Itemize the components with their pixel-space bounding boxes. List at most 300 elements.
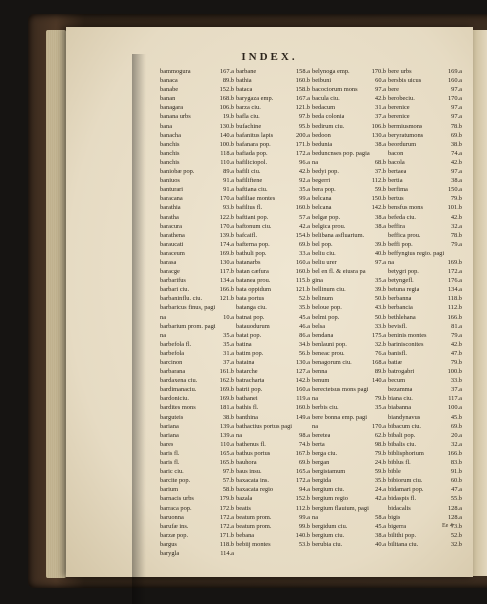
index-entry: [236, 385, 310, 394]
entry-term: belsa: [312, 322, 326, 330]
index-entry: [160, 431, 234, 440]
entry-term: na: [312, 422, 319, 430]
entry-term: beatum prom.: [236, 513, 272, 521]
entry-term: baracura: [160, 222, 182, 230]
index-entry: [388, 458, 462, 467]
index-entry: [236, 140, 310, 149]
index-entry: [312, 294, 386, 303]
entry-term: baniuos: [160, 177, 180, 185]
index-entry: [388, 258, 462, 267]
index-entry: [160, 403, 234, 412]
index-entry: [388, 485, 462, 494]
index-entry: [236, 440, 310, 449]
index-entry: [236, 85, 310, 94]
index-entry: [160, 167, 234, 176]
index-entry: [236, 294, 310, 303]
entry-term: betyngefl.: [388, 277, 414, 285]
index-entry: [388, 131, 462, 140]
entry-reference: 165.a: [219, 449, 234, 457]
index-entry: [236, 203, 310, 212]
index-entry: [388, 385, 462, 394]
index-entry: [236, 540, 310, 549]
index-entry: [388, 267, 462, 276]
index-entry: [388, 285, 462, 294]
index-entry: [160, 540, 234, 549]
index-entry: [236, 349, 310, 358]
entry-reference: 45.a: [299, 313, 310, 321]
entry-term: bata oppidum: [236, 286, 271, 294]
entry-reference: 121.b: [219, 295, 234, 303]
entry-reference: 121.b: [295, 286, 310, 294]
entry-term: bel en fl. & eiusra pa: [312, 268, 366, 276]
entry-reference: [384, 267, 386, 276]
entry-reference: 91.b: [450, 468, 462, 476]
entry-reference: 121.b: [295, 104, 310, 112]
entry-term: barraca pop.: [160, 504, 192, 512]
entry-reference: 38.b: [222, 413, 234, 421]
index-entry: [388, 176, 462, 185]
entry-term: bergan: [312, 459, 330, 467]
entry-reference: 53.b: [298, 540, 310, 548]
index-entry: [160, 249, 234, 258]
entry-term: bardites mons: [160, 404, 196, 412]
index-entry: [388, 222, 462, 231]
index-entry: [388, 513, 462, 522]
index-entry: [388, 358, 462, 367]
entry-reference: 89.b: [374, 368, 386, 376]
index-entry: [160, 158, 234, 167]
entry-term: bacula ciu.: [312, 95, 340, 103]
entry-term: bebana: [236, 531, 255, 539]
entry-reference: 45.b: [450, 413, 462, 421]
entry-reference: 57.a: [299, 213, 310, 221]
index-entry: [388, 349, 462, 358]
index-entry: [312, 513, 386, 522]
entry-term: na: [160, 331, 167, 339]
entry-reference: 50.b: [374, 295, 386, 303]
index-entry: [236, 267, 310, 276]
entry-reference: 150.a: [447, 186, 462, 194]
index-entry: [236, 494, 310, 503]
entry-reference: 79.a: [451, 240, 462, 248]
entry-reference: 106.b: [219, 104, 234, 112]
entry-term: bergium flauium, pagi: [312, 504, 369, 512]
entry-reference: 97.a: [451, 86, 462, 94]
entry-reference: 31.a: [223, 349, 234, 357]
entry-reference: 167.a: [219, 68, 234, 75]
entry-term: beliu ciu.: [312, 249, 336, 257]
entry-reference: 40.b: [374, 249, 386, 257]
index-entry: [388, 449, 462, 458]
entry-term: barguteis: [160, 413, 184, 421]
entry-term: bafiada pop.: [236, 149, 268, 157]
entry-reference: 172.a: [295, 477, 310, 485]
entry-term: bible: [388, 468, 401, 476]
entry-term: berfima: [388, 186, 408, 194]
entry-reference: 34.b: [298, 340, 310, 348]
index-entry: [160, 213, 234, 222]
entry-term: baruonna: [160, 513, 184, 521]
index-entry: [312, 449, 386, 458]
entry-term: bere urbs: [388, 68, 412, 75]
entry-reference: 139.b: [219, 231, 234, 239]
entry-term: barathena: [160, 231, 185, 239]
entry-term: batnai pop.: [236, 313, 265, 321]
entry-term: beordurum: [388, 140, 417, 148]
entry-term: bigis: [388, 513, 401, 521]
index-entry: [160, 331, 234, 340]
entry-term: batiæ: [388, 359, 402, 366]
entry-reference: 37.a: [223, 359, 234, 366]
index-entry: [160, 422, 234, 431]
index-entry: [160, 194, 234, 203]
entry-reference: 89.a: [223, 168, 234, 176]
index-entry: [312, 340, 386, 349]
index-entry: [160, 504, 234, 513]
entry-term: bergium ciu.: [312, 486, 345, 494]
entry-reference: 170.a: [371, 422, 386, 430]
entry-term: banacha: [160, 131, 181, 139]
entry-term: beibuni: [312, 77, 332, 85]
index-entry: [312, 285, 386, 294]
entry-term: berectetsus mons pagi: [312, 386, 369, 394]
entry-reference: 42.a: [375, 495, 386, 503]
entry-term: bafterna pop.: [236, 240, 270, 248]
index-entry: [312, 494, 386, 503]
index-entry: [236, 449, 310, 458]
entry-reference: 101.b: [447, 204, 462, 212]
entry-term: bel pop.: [312, 240, 333, 248]
index-entry: [312, 240, 386, 249]
entry-reference: 176.a: [447, 277, 462, 285]
index-entry: [160, 449, 234, 458]
index-entry: [388, 376, 462, 385]
index-entry: [236, 394, 310, 403]
entry-term: beffica prou.: [388, 231, 421, 239]
entry-term: bares: [160, 440, 174, 448]
entry-term: barinisconites: [388, 340, 424, 348]
index-entry: [312, 467, 386, 476]
entry-reference: 171.b: [219, 531, 234, 539]
entry-term: na: [388, 258, 395, 266]
entry-reference: 118.b: [219, 540, 234, 548]
entry-term: biandynavus: [388, 413, 421, 421]
entry-reference: 168.a: [371, 359, 386, 366]
entry-reference: [384, 231, 386, 240]
entry-term: barcinon: [160, 359, 183, 366]
entry-term: bergistamum: [312, 468, 346, 476]
index-entry: [236, 122, 310, 131]
index-entry: [388, 540, 462, 549]
index-entry: [312, 358, 386, 367]
entry-reference: 99.b: [298, 522, 310, 530]
index-entry: [160, 67, 234, 76]
index-entry: [236, 167, 310, 176]
index-entry: [160, 222, 234, 231]
index-entry: [388, 94, 462, 103]
entry-term: banchis: [160, 140, 180, 148]
entry-reference: 79.b: [374, 449, 386, 457]
entry-reference: 60.b: [450, 477, 462, 485]
entry-term: bariana: [160, 431, 179, 439]
index-entry: [312, 185, 386, 194]
entry-reference: 166.b: [219, 286, 234, 294]
entry-reference: 160.a: [295, 386, 310, 394]
entry-term: barza ciu.: [236, 104, 261, 112]
entry-reference: 68.b: [374, 158, 386, 166]
index-entry: [236, 322, 310, 331]
entry-term: beffyngius regio. pagi: [388, 249, 445, 257]
entry-term: bendana: [312, 331, 334, 339]
index-entry: [312, 176, 386, 185]
entry-term: bafilius fl.: [236, 204, 263, 212]
entry-term: batracharta: [236, 377, 265, 385]
entry-reference: 142.b: [371, 204, 386, 212]
index-entry: [160, 340, 234, 349]
entry-reference: 24.a: [375, 486, 386, 494]
index-entry: [388, 531, 462, 540]
entry-reference: 69.b: [450, 422, 462, 430]
index-entry: [236, 522, 310, 531]
index-entry: [312, 394, 386, 403]
index-entry: [312, 158, 386, 167]
entry-reference: 69.b: [298, 240, 310, 248]
entry-reference: 58.a: [375, 513, 386, 521]
entry-reference: 110.a: [220, 440, 234, 448]
index-entry: [236, 240, 310, 249]
index-entry: [160, 176, 234, 185]
entry-reference: 39.b: [374, 240, 386, 248]
index-entry: [236, 358, 310, 367]
entry-term: banana urbs: [160, 113, 191, 121]
entry-reference: 89.b: [222, 77, 234, 85]
entry-reference: 79.b: [450, 359, 462, 366]
entry-term: barium: [160, 486, 179, 494]
entry-term: bardaxena ciu.: [160, 377, 198, 385]
entry-term: banchis: [160, 149, 180, 157]
entry-reference: 97.b: [298, 113, 310, 121]
entry-term: barbaninflu. ciu.: [160, 295, 203, 303]
index-entry: [312, 194, 386, 203]
index-entry: [160, 476, 234, 485]
entry-reference: 35.a: [299, 186, 310, 194]
entry-term: betygri pop.: [388, 268, 419, 276]
entry-term: benagorum ciu.: [312, 359, 352, 366]
entry-term: na: [236, 431, 243, 439]
index-entry: [160, 285, 234, 294]
entry-reference: 56.b: [298, 349, 310, 357]
entry-reference: 130.a: [371, 131, 386, 139]
entry-term: barnacis urbs: [160, 495, 194, 503]
entry-term: bergium ciu.: [312, 531, 345, 539]
entry-reference: 139.a: [219, 422, 234, 430]
entry-reference: 74.a: [451, 149, 462, 157]
index-entry: [236, 258, 310, 267]
entry-term: bammogura: [160, 68, 191, 75]
entry-term: bigerra: [388, 522, 407, 530]
entry-term: benlauni pop.: [312, 340, 347, 348]
index-entry: [312, 94, 386, 103]
index-entry: [160, 467, 234, 476]
index-entry: [236, 213, 310, 222]
entry-term: banabe: [160, 86, 179, 94]
entry-term: berbis ciu.: [312, 404, 339, 412]
index-entry: [312, 258, 386, 267]
entry-term: barygla: [160, 549, 180, 557]
entry-term: benna: [312, 368, 328, 376]
entry-reference: 160.b: [295, 404, 310, 412]
signature-mark: Ee 4: [442, 523, 453, 529]
index-entry: [160, 294, 234, 303]
entry-term: bafiliciopol.: [236, 158, 268, 166]
entry-reference: 42.b: [450, 340, 462, 348]
entry-reference: 59.b: [374, 186, 386, 194]
entry-reference: 96.a: [299, 158, 310, 166]
index-entry: [388, 331, 462, 340]
index-entry: [312, 440, 386, 449]
entry-term: bersbis uicus: [388, 77, 422, 85]
entry-term: beryratumons: [388, 131, 424, 139]
entry-term: beduncnses pop. pagia: [312, 149, 370, 157]
index-entry: [388, 76, 462, 85]
entry-term: barbefola fl.: [160, 340, 192, 348]
entry-term: batan cæfura: [236, 268, 269, 276]
entry-reference: 169.b: [219, 386, 234, 394]
index-entry: [388, 367, 462, 376]
entry-term: bardimanaciu.: [160, 386, 197, 394]
entry-reference: [460, 249, 462, 258]
index-entry: [312, 76, 386, 85]
index-entry: [160, 485, 234, 494]
entry-term: biblus fl.: [388, 459, 411, 467]
entry-reference: 42.b: [374, 95, 386, 103]
index-entry: [236, 367, 310, 376]
index-entry: [388, 194, 462, 203]
entry-term: bilithi pop.: [388, 531, 417, 539]
entry-reference: 149.a: [295, 413, 310, 421]
entry-reference: 47.b: [450, 349, 462, 357]
index-entry: [312, 385, 386, 394]
entry-term: baxacata ins.: [236, 477, 270, 485]
entry-term: beneac prou.: [312, 349, 345, 357]
index-entry: [160, 458, 234, 467]
index-entry: [312, 131, 386, 140]
index-entry: [236, 485, 310, 494]
entry-reference: 31.a: [375, 104, 386, 112]
entry-reference: 160.b: [295, 77, 310, 85]
entry-term: biabanna: [388, 404, 412, 412]
index-entry: [236, 67, 310, 76]
entry-term: bermiusmons: [388, 122, 423, 130]
entry-term: berbancia: [388, 304, 413, 312]
entry-term: bathus portus: [236, 449, 271, 457]
entry-term: baratha: [160, 213, 179, 221]
entry-reference: 47.a: [451, 486, 462, 494]
entry-reference: 97.a: [451, 104, 462, 112]
entry-term: baxacata regio: [236, 486, 274, 494]
entry-term: baric ciu.: [160, 468, 184, 476]
index-entry: [312, 458, 386, 467]
entry-reference: 200.a: [295, 131, 310, 139]
entry-term: belibana asfluarium.: [312, 231, 365, 239]
entry-reference: 140.a: [371, 377, 386, 385]
entry-reference: 165.b: [219, 459, 234, 467]
entry-term: bethlehana: [388, 313, 416, 321]
entry-reference: 42.a: [299, 222, 310, 230]
index-entry: [388, 112, 462, 121]
entry-reference: 37.b: [374, 168, 386, 176]
entry-reference: 175.a: [371, 331, 386, 339]
entry-term: banchis: [160, 158, 180, 166]
entry-reference: 152.b: [295, 495, 310, 503]
index-entry: [236, 276, 310, 285]
entry-term: bilitana ciu.: [388, 540, 419, 548]
entry-reference: 171.b: [295, 140, 310, 148]
entry-term: bafla ciu.: [236, 113, 260, 121]
entry-term: bafili ciu.: [236, 168, 261, 176]
entry-term: bevisfl.: [388, 322, 407, 330]
index-entry: [236, 376, 310, 385]
entry-reference: 167.a: [295, 95, 310, 103]
entry-term: bathis fl.: [236, 404, 259, 412]
entry-reference: 106.b: [371, 122, 386, 130]
entry-reference: 95.b: [298, 122, 310, 130]
entry-term: bertia: [388, 177, 403, 185]
index-entry: [312, 85, 386, 94]
entry-term: banturari: [160, 186, 184, 194]
entry-reference: 42.b: [450, 158, 462, 166]
entry-reference: 127.a: [295, 368, 310, 376]
entry-reference: 19.b: [222, 113, 234, 121]
entry-term: becum: [388, 377, 406, 385]
entry-reference: 169.a: [447, 68, 462, 75]
entry-term: bere bonna emp. pagi: [312, 413, 368, 421]
entry-reference: 97.b: [222, 468, 234, 476]
entry-reference: 174.a: [219, 240, 234, 248]
entry-reference: 169.b: [219, 395, 234, 403]
index-entry: [160, 349, 234, 358]
entry-reference: 128.a: [447, 504, 462, 512]
entry-reference: 50.b: [374, 313, 386, 321]
entry-reference: 62.b: [374, 431, 386, 439]
entry-reference: 38.a: [375, 213, 386, 221]
entry-reference: 43.b: [374, 304, 386, 312]
entry-reference: 81.a: [451, 322, 462, 330]
entry-term: bafiliae montes: [236, 195, 276, 203]
entry-reference: 167.b: [295, 449, 310, 457]
entry-term: barbari ciu.: [160, 286, 190, 294]
entry-reference: 170.a: [219, 222, 234, 230]
index-entry: [312, 476, 386, 485]
index-entry: [160, 522, 234, 531]
entry-term: beatis: [236, 504, 251, 512]
index-entry: [160, 203, 234, 212]
index-entry: [160, 85, 234, 94]
entry-reference: 128.a: [447, 513, 462, 521]
entry-term: bidacalis: [388, 504, 411, 512]
index-entry: [388, 158, 462, 167]
entry-reference: 58.b: [222, 486, 234, 494]
index-entry: [388, 476, 462, 485]
entry-term: bergida: [312, 477, 332, 485]
entry-reference: 98.b: [374, 440, 386, 448]
entry-term: barbaricus finus, pagi: [160, 304, 216, 312]
entry-reference: 100.b: [447, 368, 462, 376]
entry-term: beffira: [388, 222, 405, 230]
entry-term: belcana: [312, 204, 332, 212]
index-entry: [312, 213, 386, 222]
entry-term: bedyi pop.: [312, 168, 339, 176]
